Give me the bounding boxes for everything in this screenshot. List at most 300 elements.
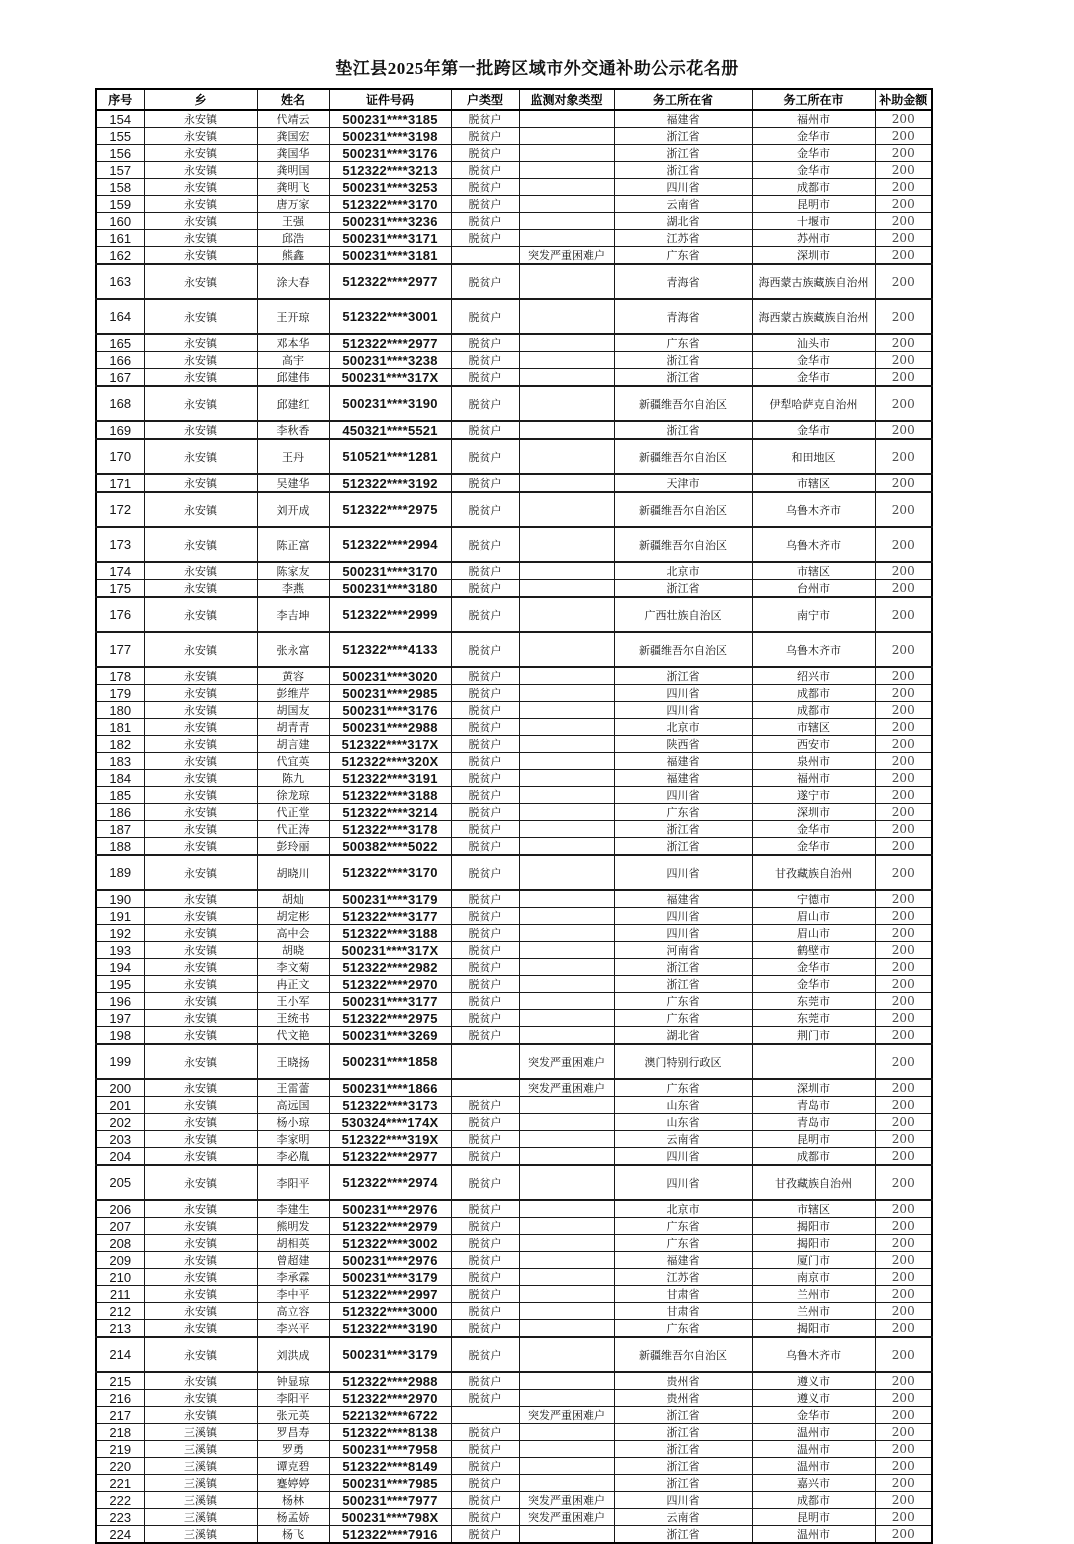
cell-id-number: 500231****3179 — [329, 1337, 451, 1372]
cell-township: 永安镇 — [144, 1407, 257, 1424]
cell-work-province: 浙江省 — [614, 959, 752, 976]
cell-household-type: 脱贫户 — [451, 474, 519, 492]
cell-household-type: 脱贫户 — [451, 1114, 519, 1131]
cell-household-type: 脱贫户 — [451, 787, 519, 804]
table-row — [96, 1526, 932, 1544]
cell-serial-number: 198 — [96, 1027, 144, 1045]
cell-household-type: 脱贫户 — [451, 230, 519, 247]
cell-id-number: 512322****319X — [329, 1131, 451, 1148]
cell-monitor-type — [519, 1303, 614, 1320]
cell-work-city: 兰州市 — [752, 1303, 875, 1320]
cell-id-number: 500231****3185 — [329, 110, 451, 128]
table-row — [96, 562, 932, 580]
cell-work-province: 浙江省 — [614, 421, 752, 439]
cell-monitor-type — [519, 128, 614, 145]
cell-household-type: 脱贫户 — [451, 1097, 519, 1114]
table-row — [96, 162, 932, 179]
cell-name: 胡国友 — [257, 702, 329, 719]
cell-subsidy-amount: 200 — [875, 993, 932, 1010]
cell-work-city: 遵义市 — [752, 1390, 875, 1407]
cell-monitor-type — [519, 959, 614, 976]
cell-household-type: 脱贫户 — [451, 1509, 519, 1526]
cell-subsidy-amount: 200 — [875, 976, 932, 993]
cell-serial-number: 164 — [96, 299, 144, 334]
cell-monitor-type — [519, 1252, 614, 1269]
cell-work-province: 青海省 — [614, 299, 752, 334]
cell-work-city: 揭阳市 — [752, 1218, 875, 1235]
cell-work-province: 浙江省 — [614, 369, 752, 387]
cell-subsidy-amount: 200 — [875, 787, 932, 804]
cell-monitor-type: 突发严重困难户 — [519, 1407, 614, 1424]
cell-household-type: 脱贫户 — [451, 597, 519, 632]
cell-id-number: 512322****2994 — [329, 527, 451, 562]
cell-id-number: 500231****317X — [329, 369, 451, 387]
cell-township: 永安镇 — [144, 632, 257, 667]
cell-id-number: 500231****3269 — [329, 1027, 451, 1045]
cell-township: 永安镇 — [144, 213, 257, 230]
cell-household-type: 脱贫户 — [451, 162, 519, 179]
cell-township: 永安镇 — [144, 685, 257, 702]
cell-township: 永安镇 — [144, 890, 257, 908]
cell-monitor-type — [519, 667, 614, 685]
page-title: 垫江县2025年第一批跨区域市外交通补助公示花名册 — [335, 59, 739, 78]
cell-subsidy-amount: 200 — [875, 1492, 932, 1509]
cell-work-province: 北京市 — [614, 1200, 752, 1218]
cell-monitor-type — [519, 1235, 614, 1252]
cell-household-type: 脱贫户 — [451, 1286, 519, 1303]
cell-serial-number: 179 — [96, 685, 144, 702]
cell-name: 谭克碧 — [257, 1458, 329, 1475]
cell-id-number: 512322****8138 — [329, 1424, 451, 1441]
cell-household-type: 脱贫户 — [451, 1303, 519, 1320]
cell-name: 李阳平 — [257, 1165, 329, 1200]
cell-name: 胡灿 — [257, 890, 329, 908]
cell-work-province: 贵州省 — [614, 1372, 752, 1390]
cell-subsidy-amount: 200 — [875, 439, 932, 474]
cell-subsidy-amount: 200 — [875, 753, 932, 770]
cell-serial-number: 217 — [96, 1407, 144, 1424]
cell-name: 邱建伟 — [257, 369, 329, 387]
cell-subsidy-amount: 200 — [875, 1010, 932, 1027]
cell-id-number: 450321****5521 — [329, 421, 451, 439]
cell-work-province: 新疆维吾尔自治区 — [614, 492, 752, 527]
cell-subsidy-amount: 200 — [875, 1526, 932, 1544]
cell-work-province: 浙江省 — [614, 838, 752, 856]
cell-township: 永安镇 — [144, 1286, 257, 1303]
table-row — [96, 421, 932, 439]
cell-household-type: 脱贫户 — [451, 1424, 519, 1441]
cell-household-type: 脱贫户 — [451, 196, 519, 213]
cell-township: 三溪镇 — [144, 1424, 257, 1441]
cell-township: 三溪镇 — [144, 1492, 257, 1509]
cell-name: 代文艳 — [257, 1027, 329, 1045]
cell-name: 胡定彬 — [257, 908, 329, 925]
table-row — [96, 1027, 932, 1045]
cell-name: 涂大春 — [257, 264, 329, 299]
cell-subsidy-amount: 200 — [875, 632, 932, 667]
cell-subsidy-amount: 200 — [875, 1097, 932, 1114]
cell-serial-number: 200 — [96, 1079, 144, 1097]
cell-household-type: 脱贫户 — [451, 299, 519, 334]
cell-township: 永安镇 — [144, 821, 257, 838]
cell-name: 李必胤 — [257, 1148, 329, 1166]
cell-work-city: 深圳市 — [752, 247, 875, 265]
cell-township: 永安镇 — [144, 162, 257, 179]
cell-monitor-type — [519, 196, 614, 213]
cell-monitor-type — [519, 632, 614, 667]
table-header-row — [96, 89, 932, 110]
cell-id-number: 512322****2975 — [329, 492, 451, 527]
table-row — [96, 527, 932, 562]
cell-serial-number: 187 — [96, 821, 144, 838]
cell-household-type: 脱贫户 — [451, 128, 519, 145]
cell-monitor-type — [519, 787, 614, 804]
cell-work-province: 广东省 — [614, 1079, 752, 1097]
cell-work-city: 深圳市 — [752, 804, 875, 821]
cell-township: 永安镇 — [144, 1337, 257, 1372]
table-row — [96, 855, 932, 890]
cell-id-number: 500231****3236 — [329, 213, 451, 230]
cell-household-type: 脱贫户 — [451, 580, 519, 598]
cell-monitor-type — [519, 562, 614, 580]
cell-monitor-type — [519, 1526, 614, 1544]
cell-township: 永安镇 — [144, 976, 257, 993]
cell-township: 永安镇 — [144, 1320, 257, 1338]
cell-household-type: 脱贫户 — [451, 925, 519, 942]
cell-work-province: 四川省 — [614, 1492, 752, 1509]
cell-id-number: 500231****3198 — [329, 128, 451, 145]
cell-work-province: 福建省 — [614, 890, 752, 908]
cell-township: 永安镇 — [144, 908, 257, 925]
cell-township: 永安镇 — [144, 942, 257, 959]
cell-subsidy-amount: 200 — [875, 1303, 932, 1320]
cell-household-type: 脱贫户 — [451, 1148, 519, 1166]
cell-household-type: 脱贫户 — [451, 959, 519, 976]
cell-work-province: 广东省 — [614, 1010, 752, 1027]
cell-name: 李中平 — [257, 1286, 329, 1303]
cell-id-number: 530324****174X — [329, 1114, 451, 1131]
cell-id-number: 512322****3192 — [329, 474, 451, 492]
cell-township: 永安镇 — [144, 753, 257, 770]
cell-work-city: 揭阳市 — [752, 1320, 875, 1338]
cell-id-number: 512322****2982 — [329, 959, 451, 976]
table-row — [96, 632, 932, 667]
cell-serial-number: 223 — [96, 1509, 144, 1526]
cell-work-province: 四川省 — [614, 1148, 752, 1166]
cell-household-type: 脱贫户 — [451, 753, 519, 770]
cell-id-number: 500231****317X — [329, 942, 451, 959]
cell-township: 永安镇 — [144, 439, 257, 474]
cell-monitor-type — [519, 702, 614, 719]
cell-township: 三溪镇 — [144, 1526, 257, 1544]
cell-subsidy-amount: 200 — [875, 1509, 932, 1526]
cell-monitor-type — [519, 421, 614, 439]
cell-id-number: 512322****3001 — [329, 299, 451, 334]
cell-serial-number: 177 — [96, 632, 144, 667]
cell-work-city: 遵义市 — [752, 1372, 875, 1390]
cell-serial-number: 210 — [96, 1269, 144, 1286]
cell-work-province: 江苏省 — [614, 230, 752, 247]
cell-work-province: 浙江省 — [614, 1526, 752, 1544]
cell-subsidy-amount: 200 — [875, 1458, 932, 1475]
cell-township: 永安镇 — [144, 1372, 257, 1390]
cell-monitor-type — [519, 352, 614, 369]
table-row — [96, 1372, 932, 1390]
cell-name: 杨孟娇 — [257, 1509, 329, 1526]
cell-work-city: 揭阳市 — [752, 1235, 875, 1252]
cell-name: 龚国华 — [257, 145, 329, 162]
table-row — [96, 1407, 932, 1424]
table-row — [96, 1218, 932, 1235]
cell-monitor-type — [519, 719, 614, 736]
cell-name: 唐万家 — [257, 196, 329, 213]
cell-work-city: 眉山市 — [752, 908, 875, 925]
cell-serial-number: 186 — [96, 804, 144, 821]
cell-monitor-type — [519, 299, 614, 334]
cell-name: 王小军 — [257, 993, 329, 1010]
cell-serial-number: 168 — [96, 386, 144, 421]
cell-work-province: 湖北省 — [614, 1027, 752, 1045]
cell-id-number: 512322****3191 — [329, 770, 451, 787]
cell-township: 永安镇 — [144, 667, 257, 685]
cell-subsidy-amount: 200 — [875, 1372, 932, 1390]
table-row — [96, 976, 932, 993]
cell-township: 永安镇 — [144, 110, 257, 128]
cell-name: 李兴平 — [257, 1320, 329, 1338]
cell-household-type: 脱贫户 — [451, 942, 519, 959]
cell-serial-number: 189 — [96, 855, 144, 890]
cell-township: 永安镇 — [144, 1097, 257, 1114]
cell-serial-number: 185 — [96, 787, 144, 804]
cell-serial-number: 207 — [96, 1218, 144, 1235]
cell-id-number: 512322****317X — [329, 736, 451, 753]
table-row — [96, 179, 932, 196]
cell-id-number: 512322****3178 — [329, 821, 451, 838]
cell-monitor-type — [519, 110, 614, 128]
cell-subsidy-amount: 200 — [875, 1044, 932, 1079]
cell-serial-number: 196 — [96, 993, 144, 1010]
cell-monitor-type — [519, 1458, 614, 1475]
cell-name: 冉正文 — [257, 976, 329, 993]
cell-work-province: 河南省 — [614, 942, 752, 959]
cell-serial-number: 158 — [96, 179, 144, 196]
cell-township: 永安镇 — [144, 1044, 257, 1079]
cell-work-province: 广东省 — [614, 1218, 752, 1235]
cell-name: 陈家友 — [257, 562, 329, 580]
cell-subsidy-amount: 200 — [875, 352, 932, 369]
table-row — [96, 838, 932, 856]
cell-work-city: 金华市 — [752, 421, 875, 439]
cell-household-type: 脱贫户 — [451, 702, 519, 719]
cell-work-province: 浙江省 — [614, 667, 752, 685]
cell-monitor-type — [519, 993, 614, 1010]
cell-name: 刘开成 — [257, 492, 329, 527]
cell-id-number: 522132****6722 — [329, 1407, 451, 1424]
cell-subsidy-amount: 200 — [875, 719, 932, 736]
table-row — [96, 667, 932, 685]
table-row — [96, 942, 932, 959]
cell-subsidy-amount: 200 — [875, 492, 932, 527]
cell-subsidy-amount: 200 — [875, 145, 932, 162]
cell-subsidy-amount: 200 — [875, 1390, 932, 1407]
cell-subsidy-amount: 200 — [875, 804, 932, 821]
cell-subsidy-amount: 200 — [875, 1286, 932, 1303]
cell-serial-number: 172 — [96, 492, 144, 527]
cell-name: 彭玲丽 — [257, 838, 329, 856]
cell-household-type: 脱贫户 — [451, 213, 519, 230]
cell-serial-number: 174 — [96, 562, 144, 580]
cell-subsidy-amount: 200 — [875, 1218, 932, 1235]
table-row — [96, 128, 932, 145]
cell-id-number: 512322****2970 — [329, 976, 451, 993]
cell-work-city: 遂宁市 — [752, 787, 875, 804]
cell-household-type: 脱贫户 — [451, 421, 519, 439]
table-row — [96, 492, 932, 527]
cell-household-type: 脱贫户 — [451, 838, 519, 856]
cell-monitor-type — [519, 804, 614, 821]
cell-monitor-type — [519, 162, 614, 179]
cell-monitor-type — [519, 890, 614, 908]
table-row — [96, 1269, 932, 1286]
cell-id-number: 512322****2988 — [329, 1372, 451, 1390]
cell-name: 李承霖 — [257, 1269, 329, 1286]
cell-township: 永安镇 — [144, 838, 257, 856]
cell-monitor-type — [519, 855, 614, 890]
cell-work-city: 温州市 — [752, 1458, 875, 1475]
cell-work-city: 兰州市 — [752, 1286, 875, 1303]
cell-id-number: 500231****3180 — [329, 580, 451, 598]
cell-township: 永安镇 — [144, 702, 257, 719]
cell-work-province: 甘肃省 — [614, 1303, 752, 1320]
cell-monitor-type: 突发严重困难户 — [519, 1492, 614, 1509]
cell-serial-number: 214 — [96, 1337, 144, 1372]
cell-work-city: 海西蒙古族藏族自治州 — [752, 264, 875, 299]
header-subsidy-amount: 补助金额 — [875, 89, 932, 110]
cell-work-city: 成都市 — [752, 1492, 875, 1509]
cell-serial-number: 190 — [96, 890, 144, 908]
cell-name: 高立容 — [257, 1303, 329, 1320]
cell-township: 永安镇 — [144, 787, 257, 804]
cell-household-type: 脱贫户 — [451, 770, 519, 787]
cell-work-province: 四川省 — [614, 179, 752, 196]
cell-household-type: 脱贫户 — [451, 1475, 519, 1492]
cell-name: 刘洪成 — [257, 1337, 329, 1372]
cell-name: 胡晓 — [257, 942, 329, 959]
cell-township: 三溪镇 — [144, 1509, 257, 1526]
cell-id-number: 512322****2970 — [329, 1390, 451, 1407]
cell-township: 永安镇 — [144, 1390, 257, 1407]
cell-monitor-type: 突发严重困难户 — [519, 1044, 614, 1079]
cell-household-type: 脱贫户 — [451, 264, 519, 299]
cell-name: 钟显琼 — [257, 1372, 329, 1390]
cell-work-province: 北京市 — [614, 562, 752, 580]
table-row — [96, 1165, 932, 1200]
cell-household-type: 脱贫户 — [451, 145, 519, 162]
cell-serial-number: 178 — [96, 667, 144, 685]
cell-work-province: 青海省 — [614, 264, 752, 299]
cell-monitor-type — [519, 369, 614, 387]
table-row — [96, 110, 932, 128]
cell-work-city: 金华市 — [752, 1407, 875, 1424]
cell-serial-number: 163 — [96, 264, 144, 299]
cell-work-city: 市辖区 — [752, 474, 875, 492]
cell-monitor-type — [519, 213, 614, 230]
cell-township: 永安镇 — [144, 1252, 257, 1269]
table-row — [96, 1286, 932, 1303]
cell-subsidy-amount: 200 — [875, 1424, 932, 1441]
cell-township: 永安镇 — [144, 264, 257, 299]
cell-name: 罗勇 — [257, 1441, 329, 1458]
cell-serial-number: 188 — [96, 838, 144, 856]
cell-name: 杨小琼 — [257, 1114, 329, 1131]
cell-name: 王强 — [257, 213, 329, 230]
cell-work-province: 浙江省 — [614, 976, 752, 993]
cell-township: 永安镇 — [144, 736, 257, 753]
cell-subsidy-amount: 200 — [875, 1475, 932, 1492]
cell-household-type: 脱贫户 — [451, 736, 519, 753]
cell-serial-number: 212 — [96, 1303, 144, 1320]
cell-work-province: 广东省 — [614, 804, 752, 821]
cell-name: 代靖云 — [257, 110, 329, 128]
cell-household-type: 脱贫户 — [451, 1218, 519, 1235]
table-row — [96, 804, 932, 821]
cell-serial-number: 191 — [96, 908, 144, 925]
cell-work-province: 浙江省 — [614, 1424, 752, 1441]
cell-subsidy-amount: 200 — [875, 299, 932, 334]
cell-work-city: 伊犁哈萨克自治州 — [752, 386, 875, 421]
table-row — [96, 1320, 932, 1338]
cell-name: 李吉坤 — [257, 597, 329, 632]
table-row — [96, 1458, 932, 1475]
cell-work-province: 浙江省 — [614, 1441, 752, 1458]
cell-serial-number: 203 — [96, 1131, 144, 1148]
cell-subsidy-amount: 200 — [875, 667, 932, 685]
cell-subsidy-amount: 200 — [875, 1114, 932, 1131]
cell-name: 胡晓川 — [257, 855, 329, 890]
cell-work-city: 厦门市 — [752, 1252, 875, 1269]
table-row — [96, 959, 932, 976]
cell-name: 李家明 — [257, 1131, 329, 1148]
table-row — [96, 213, 932, 230]
cell-work-city: 昆明市 — [752, 196, 875, 213]
cell-monitor-type — [519, 1424, 614, 1441]
cell-township: 三溪镇 — [144, 1475, 257, 1492]
cell-township: 永安镇 — [144, 1114, 257, 1131]
table-row — [96, 1114, 932, 1131]
cell-serial-number: 202 — [96, 1114, 144, 1131]
cell-name: 龚明飞 — [257, 179, 329, 196]
cell-monitor-type — [519, 474, 614, 492]
cell-work-city: 昆明市 — [752, 1509, 875, 1526]
cell-id-number: 500231****7985 — [329, 1475, 451, 1492]
table-row — [96, 1131, 932, 1148]
cell-subsidy-amount: 200 — [875, 179, 932, 196]
cell-work-province: 广东省 — [614, 1235, 752, 1252]
cell-serial-number: 155 — [96, 128, 144, 145]
cell-monitor-type: 突发严重困难户 — [519, 1509, 614, 1526]
cell-id-number: 512322****8149 — [329, 1458, 451, 1475]
cell-name: 张元英 — [257, 1407, 329, 1424]
cell-id-number: 510521****1281 — [329, 439, 451, 474]
cell-name: 王开琼 — [257, 299, 329, 334]
cell-work-province: 福建省 — [614, 1252, 752, 1269]
cell-work-city — [752, 1044, 875, 1079]
cell-township: 永安镇 — [144, 421, 257, 439]
cell-subsidy-amount: 200 — [875, 908, 932, 925]
cell-serial-number: 211 — [96, 1286, 144, 1303]
cell-subsidy-amount: 200 — [875, 1441, 932, 1458]
cell-name: 张永富 — [257, 632, 329, 667]
